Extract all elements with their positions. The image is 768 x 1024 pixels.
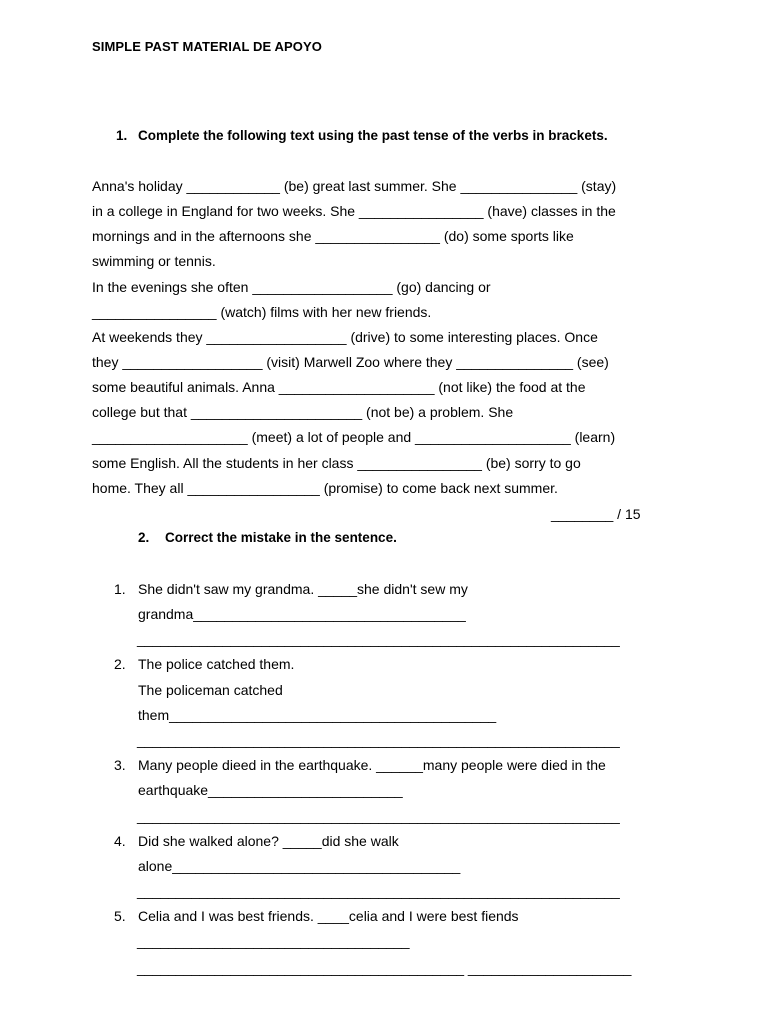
- answer-line: __________________________________________ _____________________: [137, 960, 632, 976]
- item-line: grandma___________________________________: [138, 606, 466, 622]
- item-line: She didn't saw my grandma. _____she didn't sew my: [138, 581, 468, 597]
- item-line: The policeman catched: [138, 682, 283, 698]
- text-line: Anna's holiday ____________ (be) great last summer. She _______________ (stay): [92, 178, 617, 194]
- text-line: home. They all _________________ (promise) to come back next summer.: [92, 480, 558, 496]
- exercise-1-instruction: Complete the following text using the past tense of the verbs in brackets.: [138, 128, 608, 143]
- text-line: In the evenings she often __________________ (go) dancing or: [92, 279, 491, 295]
- text-line: some English. All the students in her class ________________ (be) sorry to go: [92, 455, 581, 471]
- answer-line: ___________________________________: [137, 933, 410, 949]
- text-line: some beautiful animals. Anna ____________________ (not like) the food at the: [92, 379, 586, 395]
- text-line: swimming or tennis.: [92, 253, 216, 269]
- exercise-2-instruction: Correct the mistake in the sentence.: [165, 530, 397, 545]
- text-line: they __________________ (visit) Marwell Zoo where they _______________ (see): [92, 354, 609, 370]
- exercise-1-number: 1.: [116, 128, 128, 143]
- item-number: 1.: [114, 581, 126, 597]
- page-title: SIMPLE PAST MATERIAL DE APOYO: [92, 39, 322, 54]
- item-number: 3.: [114, 757, 126, 773]
- text-line: in a college in England for two weeks. She ________________ (have) classes in the: [92, 203, 616, 219]
- item-number: 2.: [114, 656, 126, 672]
- item-line: Celia and I was best friends. ____celia and I were best fiends: [138, 908, 519, 924]
- answer-line: ______________________________________________________________: [137, 631, 620, 647]
- answer-line: ______________________________________________________________: [137, 883, 620, 899]
- answer-line: ______________________________________________________________: [137, 808, 620, 824]
- exercise-2-heading: [138, 530, 397, 545]
- item-line: The police catched them.: [138, 656, 295, 672]
- text-line: mornings and in the afternoons she ________________ (do) some sports like: [92, 228, 574, 244]
- item-line: alone_____________________________________: [138, 858, 461, 874]
- item-number: 5.: [114, 908, 126, 924]
- answer-line: ______________________________________________________________: [137, 732, 620, 748]
- text-line: At weekends they __________________ (drive) to some interesting places. Once: [92, 329, 598, 345]
- text-line: ____________________ (meet) a lot of people and ____________________ (learn): [92, 429, 616, 445]
- score-line: ________ / 15: [551, 506, 641, 522]
- item-line: earthquake_________________________: [138, 782, 403, 798]
- text-line: college but that ______________________ (not be) a problem. She: [92, 404, 514, 420]
- item-line: Did she walked alone? _____did she walk: [138, 833, 399, 849]
- exercise-1-heading: [116, 128, 608, 143]
- item-number: 4.: [114, 833, 126, 849]
- exercise-2-number: 2.: [138, 530, 150, 545]
- item-line: them__________________________________________: [138, 707, 497, 723]
- text-line: ________________ (watch) films with her new friends.: [92, 304, 432, 320]
- item-line: Many people dieed in the earthquake. ______many people were died in the: [138, 757, 606, 773]
